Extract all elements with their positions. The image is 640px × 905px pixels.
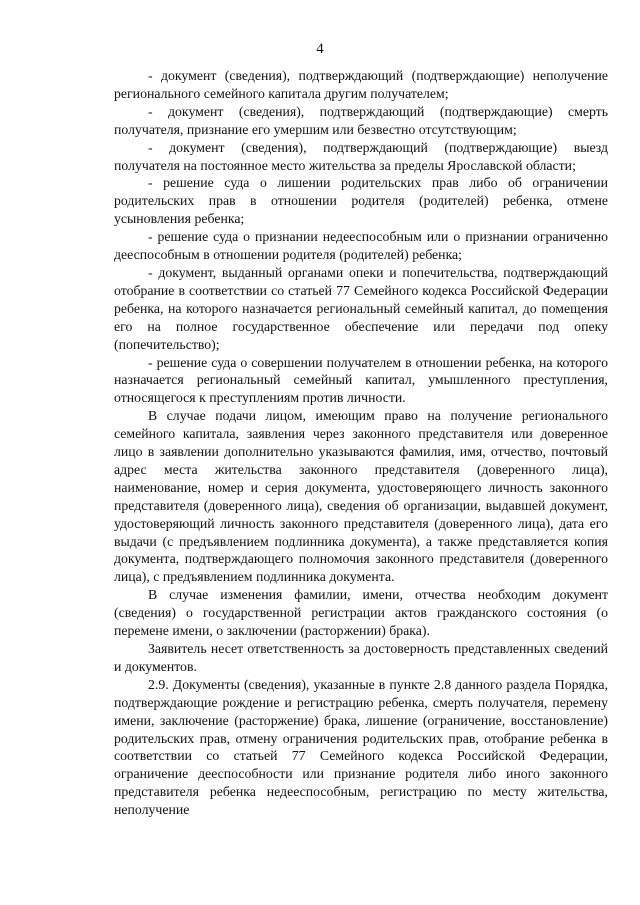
paragraph: - документ (сведения), подтверждающий (подтверждающие) смерть получателя, признание его умершим или безвестно отсутствующим; <box>114 103 608 137</box>
paragraph: В случае изменения фамилии, имени, отчества необходим документ (сведения) о государственной регистрации актов гражданского состояния (о перемене имени, о заключении (расторжении) брака). <box>114 587 608 639</box>
paragraph: Заявитель несет ответственность за достоверность представленных сведений и документов. <box>114 641 608 674</box>
paragraph: - документ (сведения), подтверждающий (подтверждающие) выезд получателя на постоянное место жительства за пределы Ярославской области; <box>114 139 608 173</box>
paragraph: - документ (сведения), подтверждающий (подтверждающие) неполучение регионального семейного капитала другим получателем; <box>114 68 608 101</box>
document-body <box>114 67 608 819</box>
paragraph: - документ, выданный органами опеки и попечительства, подтверждающий отобрание в соответствии со статьей 77 Семейного кодекса Российской Федерации ребенка, на которого назначается региональный семейный капитал, до помещения его на полное государственное обеспечение или передачи под опеку (попечительство); <box>114 264 608 352</box>
paragraph: 2.9. Документы (сведения), указанные в пункте 2.8 данного раздела Порядка, подтверждающие рождение и регистрацию ребенка, смерть получателя, перемену имени, заключение (расторжение) брака, лишение (ограничение, восстановление) родительских прав, отмену ограничения родительских прав, отобрание ребенка в соответствии со статьей 77 Семейного кодекса Российской Федерации, ограничение дееспособности или признание родителя либо иного законного представителя ребенка недееспособным, регистрацию по месту жительства, неполучение <box>114 676 608 818</box>
paragraph: В случае подачи лицом, имеющим право на получение регионального семейного капитала, заявления через законного представителя или доверенное лицо в заявлении дополнительно указываются фамилия, имя, отчество, почтовый адрес места жительства законного представителя (доверенного лица), наименование, номер и серия документа, удостоверяющего личность законного представителя (доверенного лица), сведения об организации, выдавшей документ, удостоверяющий личность законного представителя (доверенного лица), дата его выдачи (с предъявлением подлинника документа), а также представляется копия документа, подтверждающего полномочия законного представителя (доверенного лица), с предъявлением подлинника документа. <box>114 408 608 585</box>
page-number: 4 <box>316 41 324 57</box>
paragraph: - решение суда о признании недееспособным или о признании ограниченно дееспособным в отношении родителя (родителей) ребенка; <box>114 229 608 263</box>
paragraph: - решение суда о лишении родительских прав либо об ограничении родительских прав в отношении родителя (родителей) ребенка, отмене усыновления ребенка; <box>114 175 608 227</box>
paragraph: - решение суда о совершении получателем в отношении ребенка, на которого назначается региональный семейный капитал, умышленного преступления, относящегося к преступлениям против личности. <box>114 354 608 406</box>
